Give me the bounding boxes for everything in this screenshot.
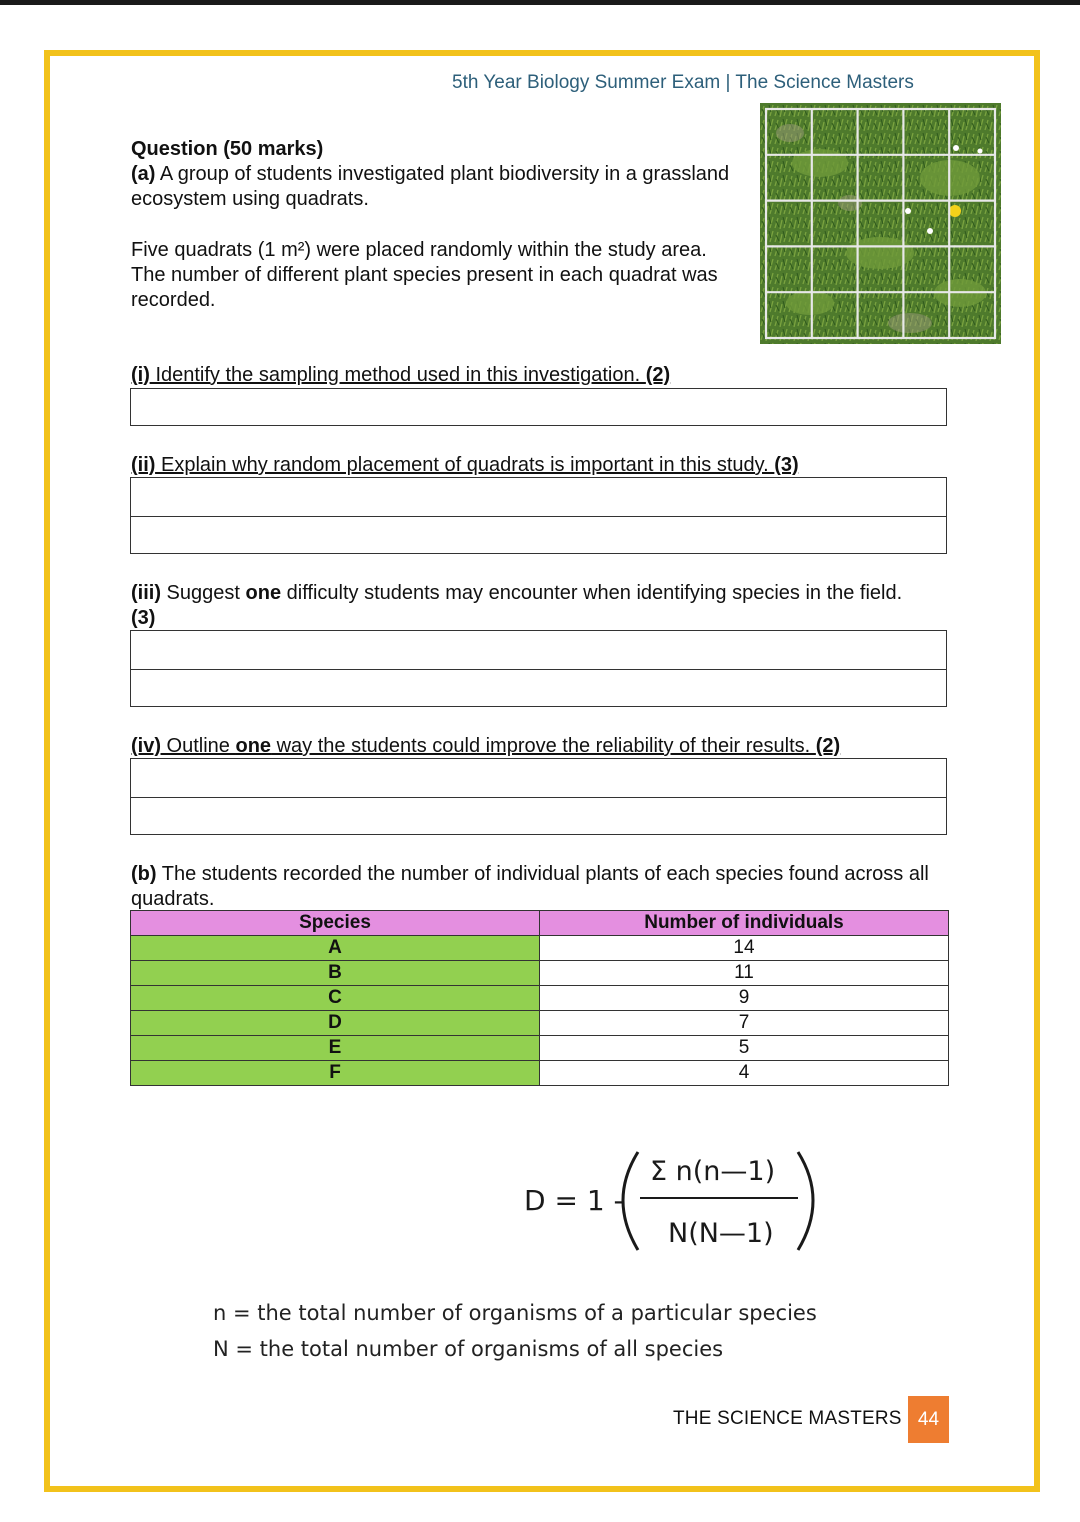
- table-header-count: Number of individuals: [540, 911, 949, 936]
- definition-N: N = the total number of organisms of all species: [213, 1337, 724, 1361]
- question-iv-text-pre: Outline: [161, 735, 236, 757]
- species-cell: B: [131, 961, 540, 986]
- count-cell: 14: [540, 936, 949, 961]
- species-table: [130, 910, 949, 1086]
- species-cell: C: [131, 986, 540, 1011]
- table-row: [131, 986, 949, 1011]
- table-header-species: Species: [131, 911, 540, 936]
- definition-n: n = the total number of organisms of a particular species: [213, 1301, 817, 1325]
- question-i-text: Identify the sampling method used in this investigation.: [149, 364, 646, 386]
- question-iii-text-post: difficulty students may encounter when identifying species in the field.: [281, 582, 903, 604]
- part-a-text: A group of students investigated plant biodiversity in a grassland ecosystem using quadrats.: [131, 163, 730, 210]
- right-parenthesis: [798, 1152, 813, 1250]
- part-b-intro: [131, 862, 931, 912]
- count-cell: 5: [540, 1036, 949, 1061]
- table-header-row: [131, 911, 949, 936]
- answer-line: [131, 669, 946, 670]
- table-row: [131, 936, 949, 961]
- answer-box-i[interactable]: [130, 388, 947, 426]
- table-row: [131, 1036, 949, 1061]
- question-i-label: (i): [131, 364, 150, 386]
- table-row: [131, 1061, 949, 1086]
- table-row: [131, 1011, 949, 1036]
- formula-numerator: Σ n(n—1): [650, 1156, 776, 1187]
- question-iv-emphasis: one: [235, 735, 272, 757]
- species-cell: E: [131, 1036, 540, 1061]
- question-i: [131, 363, 670, 388]
- question-iii-marks: (3): [131, 607, 156, 629]
- question-iv-marks: (2): [815, 735, 841, 757]
- part-b-text: The students recorded the number of individual plants of each species found across all quadrats.: [131, 863, 929, 910]
- count-cell: 4: [540, 1061, 949, 1086]
- question-i-marks: (2): [645, 364, 671, 386]
- top-border-bar: [0, 0, 1080, 5]
- count-cell: 9: [540, 986, 949, 1011]
- part-a-intro: [131, 162, 731, 212]
- quadrat-grass-photo: [760, 103, 1001, 344]
- question-ii-marks: (3): [774, 454, 799, 476]
- table-row: [131, 961, 949, 986]
- question-ii-text: Explain why random placement of quadrats is important in this study.: [155, 454, 775, 476]
- species-cell: D: [131, 1011, 540, 1036]
- footer-label: THE SCIENCE MASTERS: [673, 1408, 902, 1429]
- species-cell: A: [131, 936, 540, 961]
- answer-box-iii[interactable]: [130, 630, 947, 707]
- question-ii-label: (ii): [131, 454, 156, 476]
- question-ii: [131, 453, 799, 478]
- answer-box-iv[interactable]: [130, 758, 947, 835]
- question-iii-text-pre: Suggest: [161, 582, 246, 604]
- question-iii-label: (iii): [131, 582, 161, 604]
- answer-line: [131, 516, 946, 517]
- part-a-description: Five quadrats (1 m²) were placed randomly within the study area. The number of different plant species present in each quadrat was recorded.: [131, 239, 718, 311]
- question-iii-emphasis: one: [245, 582, 282, 604]
- count-cell: 11: [540, 961, 949, 986]
- question-iv-text-post: way the students could improve the reliability of their results.: [271, 735, 816, 757]
- part-b-label: (b): [131, 863, 157, 885]
- page-number-badge: 44: [908, 1396, 949, 1443]
- part-a-label: (a): [131, 163, 156, 185]
- simpson-formula: [520, 1140, 830, 1260]
- answer-box-ii[interactable]: [130, 477, 947, 554]
- formula-lhs: D = 1 -: [524, 1184, 624, 1217]
- question-heading: Question (50 marks): [131, 138, 324, 160]
- page-header-title: 5th Year Biology Summer Exam | The Science Masters: [452, 72, 914, 93]
- question-iv-label: (iv): [131, 735, 161, 757]
- question-iii: [131, 581, 931, 631]
- formula-definitions: [213, 1295, 817, 1367]
- species-cell: F: [131, 1061, 540, 1086]
- answer-line: [131, 797, 946, 798]
- count-cell: 7: [540, 1011, 949, 1036]
- question-iv: [131, 734, 840, 759]
- formula-denominator: N(N—1): [668, 1218, 774, 1249]
- left-parenthesis: [623, 1152, 638, 1250]
